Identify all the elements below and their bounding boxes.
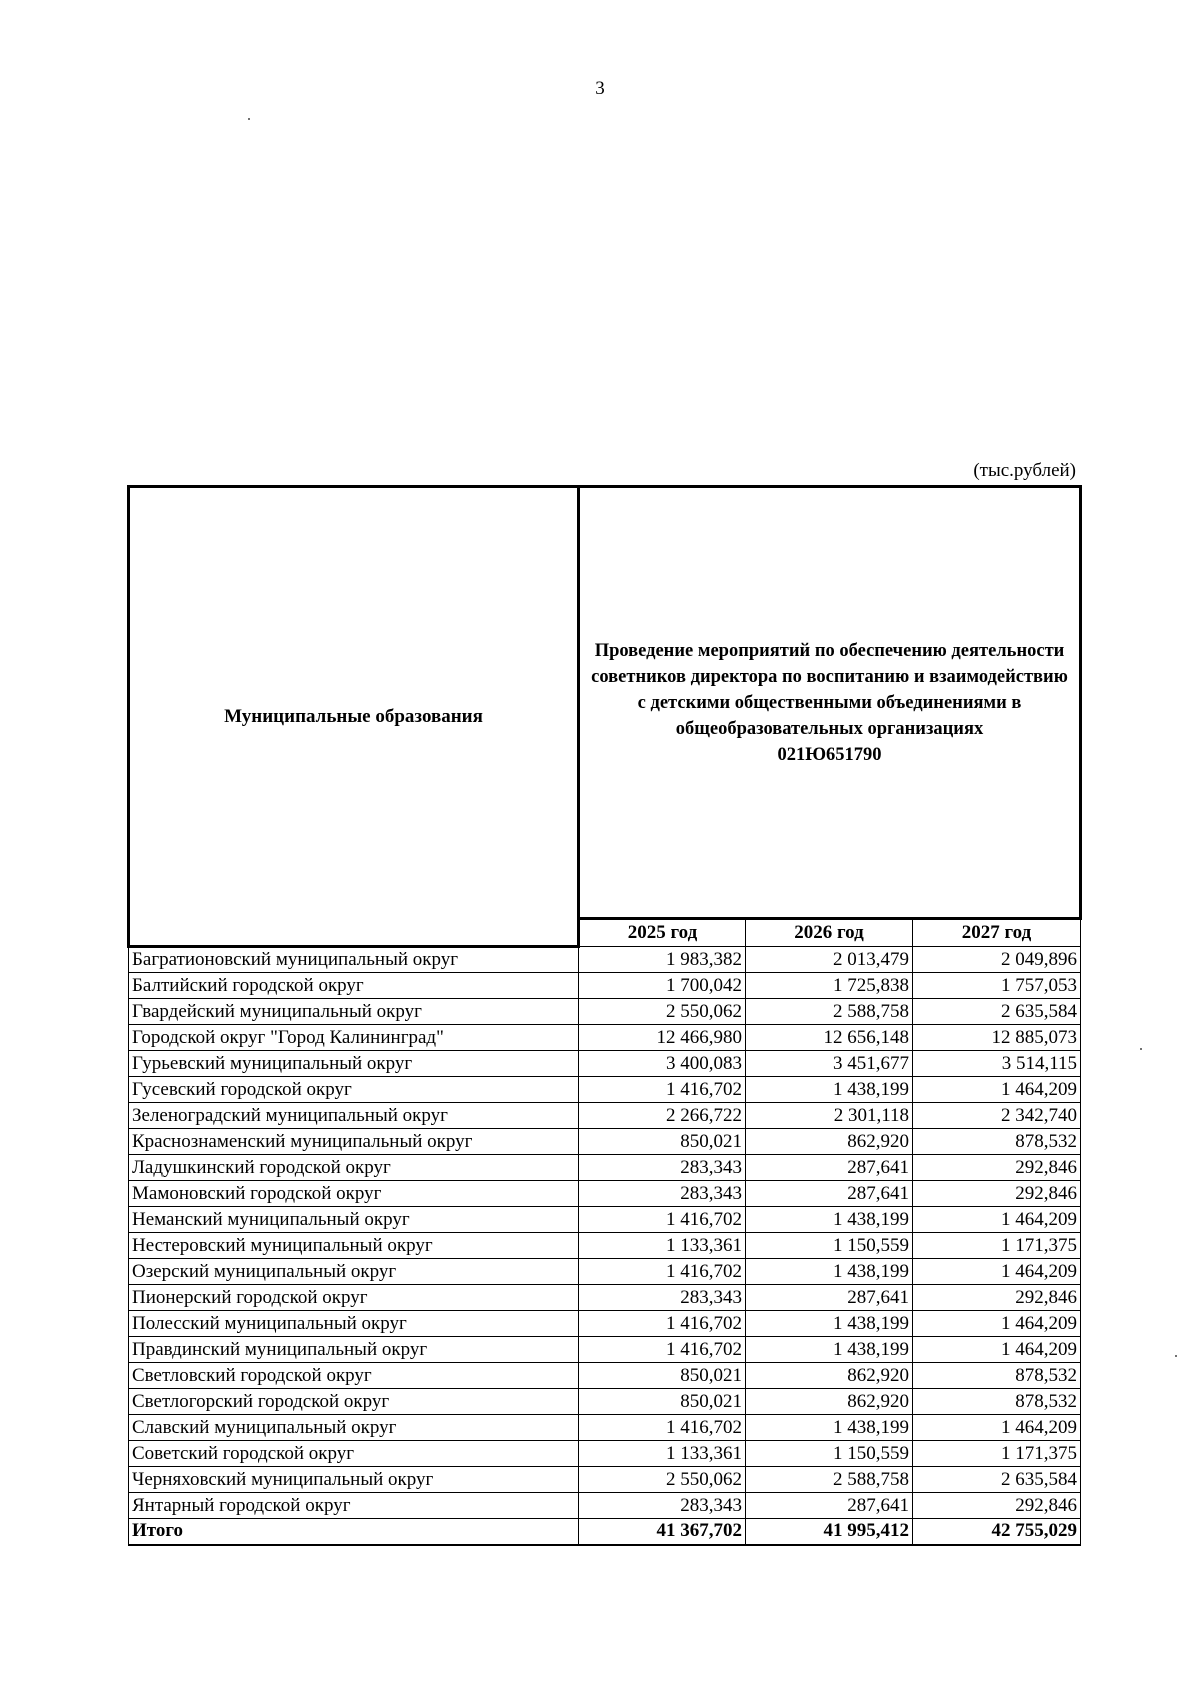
value-2025: 1 133,361 [579,1441,746,1467]
value-2025: 283,343 [579,1493,746,1519]
municipality-name: Нестеровский муниципальный округ [129,1233,579,1259]
value-2026: 862,920 [746,1363,913,1389]
value-2026: 1 150,559 [746,1441,913,1467]
municipality-name: Неманский муниципальный округ [129,1207,579,1233]
value-2025: 2 550,062 [579,1467,746,1493]
scan-speck [1175,1355,1177,1357]
value-2025: 1 983,382 [579,947,746,973]
column-header-program [579,487,1081,919]
table-row [129,1259,1081,1285]
municipality-name: Озерский муниципальный округ [129,1259,579,1285]
value-2027: 12 885,073 [913,1025,1081,1051]
total-label: Итого [129,1519,579,1545]
value-2026: 1 725,838 [746,973,913,999]
table-row [129,1025,1081,1051]
value-2027: 1 464,209 [913,1259,1081,1285]
value-2027: 1 171,375 [913,1441,1081,1467]
table-row [129,947,1081,973]
program-title: Проведение мероприятий по обеспечению деятельности советников директора по воспитанию и взаимодействию с детскими общественными объединениями в общеобразовательных организациях [591,640,1068,739]
value-2027: 2 049,896 [913,947,1081,973]
value-2025: 3 400,083 [579,1051,746,1077]
value-2025: 12 466,980 [579,1025,746,1051]
value-2026: 287,641 [746,1493,913,1519]
municipality-name: Ладушкинский городской округ [129,1155,579,1181]
column-header-2027: 2027 год [913,919,1081,947]
value-2027: 292,846 [913,1493,1081,1519]
value-2026: 1 438,199 [746,1415,913,1441]
municipality-name: Янтарный городской округ [129,1493,579,1519]
municipality-name: Славский муниципальный округ [129,1415,579,1441]
table-row [129,1285,1081,1311]
value-2025: 283,343 [579,1285,746,1311]
municipality-name: Правдинский муниципальный округ [129,1337,579,1363]
value-2025: 2 550,062 [579,999,746,1025]
table-row [129,1207,1081,1233]
value-2025: 850,021 [579,1129,746,1155]
table-row [129,973,1081,999]
municipality-name: Светловский городской округ [129,1363,579,1389]
value-2025: 850,021 [579,1363,746,1389]
value-2025: 283,343 [579,1155,746,1181]
municipality-name: Гурьевский муниципальный округ [129,1051,579,1077]
table-row [129,1233,1081,1259]
value-2026: 862,920 [746,1129,913,1155]
value-2026: 287,641 [746,1285,913,1311]
total-row [129,1519,1081,1545]
value-2025: 283,343 [579,1181,746,1207]
value-2027: 292,846 [913,1181,1081,1207]
table-row [129,1311,1081,1337]
table-body [129,947,1081,1545]
municipality-name: Мамоновский городской округ [129,1181,579,1207]
municipality-name: Гвардейский муниципальный округ [129,999,579,1025]
value-2026: 287,641 [746,1181,913,1207]
total-2027: 42 755,029 [913,1519,1081,1545]
value-2027: 878,532 [913,1389,1081,1415]
table-header-row [129,487,1081,919]
table-row [129,1441,1081,1467]
municipality-name: Балтийский городской округ [129,973,579,999]
value-2026: 3 451,677 [746,1051,913,1077]
value-2025: 1 700,042 [579,973,746,999]
value-2025: 1 416,702 [579,1077,746,1103]
scan-speck [248,118,250,120]
municipality-name: Гусевский городской округ [129,1077,579,1103]
value-2027: 878,532 [913,1363,1081,1389]
program-code: 021Ю651790 [777,744,882,765]
value-2026: 1 150,559 [746,1233,913,1259]
table-row [129,1363,1081,1389]
value-2025: 1 416,702 [579,1337,746,1363]
municipality-name: Светлогорский городской округ [129,1389,579,1415]
value-2026: 1 438,199 [746,1311,913,1337]
value-2025: 1 416,702 [579,1415,746,1441]
table-row [129,1129,1081,1155]
municipality-name: Зеленоградский муниципальный округ [129,1103,579,1129]
value-2027: 1 757,053 [913,973,1081,999]
value-2025: 1 416,702 [579,1259,746,1285]
table-row [129,1389,1081,1415]
table-row [129,1337,1081,1363]
value-2027: 1 464,209 [913,1311,1081,1337]
value-2027: 292,846 [913,1155,1081,1181]
value-2027: 3 514,115 [913,1051,1081,1077]
table-row [129,1077,1081,1103]
table-row [129,1155,1081,1181]
value-2026: 2 301,118 [746,1103,913,1129]
value-2026: 1 438,199 [746,1259,913,1285]
table-row [129,1415,1081,1441]
value-2027: 2 635,584 [913,999,1081,1025]
column-header-municipality: Муниципальные образования [129,487,579,947]
value-2025: 850,021 [579,1389,746,1415]
value-2025: 1 416,702 [579,1311,746,1337]
municipality-name: Советский городской округ [129,1441,579,1467]
value-2027: 1 464,209 [913,1207,1081,1233]
value-2027: 1 464,209 [913,1415,1081,1441]
value-2026: 862,920 [746,1389,913,1415]
value-2025: 1 133,361 [579,1233,746,1259]
value-2027: 1 171,375 [913,1233,1081,1259]
page-number: 3 [595,78,605,99]
table-row [129,1181,1081,1207]
table-row [129,999,1081,1025]
total-2025: 41 367,702 [579,1519,746,1545]
value-2026: 1 438,199 [746,1077,913,1103]
value-2026: 287,641 [746,1155,913,1181]
table-row [129,1467,1081,1493]
value-2027: 2 635,584 [913,1467,1081,1493]
budget-table [127,485,1082,1546]
scan-speck [1140,1048,1142,1050]
value-2027: 292,846 [913,1285,1081,1311]
table-row [129,1103,1081,1129]
municipality-name: Пионерский городской округ [129,1285,579,1311]
total-2026: 41 995,412 [746,1519,913,1545]
value-2026: 2 588,758 [746,999,913,1025]
value-2026: 2 013,479 [746,947,913,973]
municipality-name: Городской округ "Город Калининград" [129,1025,579,1051]
value-2026: 1 438,199 [746,1207,913,1233]
value-2025: 1 416,702 [579,1207,746,1233]
value-2025: 2 266,722 [579,1103,746,1129]
value-2026: 12 656,148 [746,1025,913,1051]
municipality-name: Полесский муниципальный округ [129,1311,579,1337]
table-row [129,1493,1081,1519]
municipality-name: Багратионовский муниципальный округ [129,947,579,973]
column-header-2025: 2025 год [579,919,746,947]
municipality-name: Краснознаменский муниципальный округ [129,1129,579,1155]
municipality-name: Черняховский муниципальный округ [129,1467,579,1493]
table-row [129,1051,1081,1077]
value-2027: 2 342,740 [913,1103,1081,1129]
units-label: (тыс.рублей) [973,460,1076,481]
value-2026: 2 588,758 [746,1467,913,1493]
value-2027: 1 464,209 [913,1337,1081,1363]
column-header-2026: 2026 год [746,919,913,947]
value-2027: 1 464,209 [913,1077,1081,1103]
value-2026: 1 438,199 [746,1337,913,1363]
value-2027: 878,532 [913,1129,1081,1155]
